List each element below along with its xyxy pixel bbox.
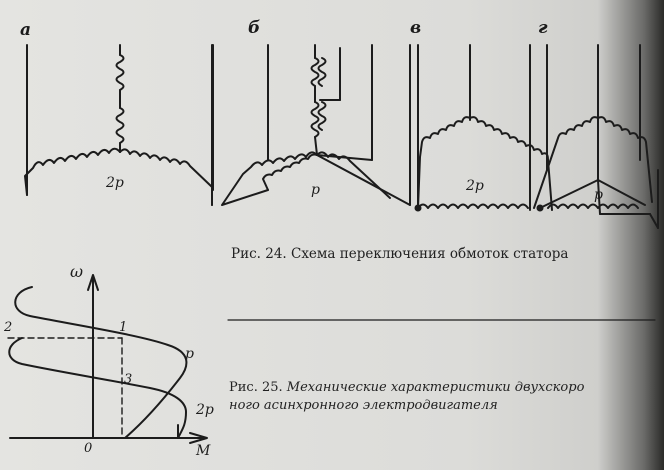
pole-label-v: 2p bbox=[466, 178, 484, 194]
figure-25-caption-text-2: ного асинхронного электродвигателя bbox=[229, 398, 498, 413]
pole-label-g: p bbox=[594, 187, 603, 203]
curve-2p bbox=[9, 338, 186, 438]
figure-25-chart bbox=[8, 275, 207, 443]
label-g: г bbox=[538, 18, 548, 38]
origin-label: 0 bbox=[84, 441, 93, 456]
label-b: б bbox=[248, 18, 261, 38]
label-a: а bbox=[20, 20, 32, 40]
curve-p bbox=[15, 287, 186, 438]
point-1-label: 1 bbox=[119, 320, 128, 335]
figure-24-caption: Рис. 24. Схема переключения обмоток статора bbox=[231, 246, 569, 262]
curve-p-label: p bbox=[185, 346, 194, 362]
pole-label-b: p bbox=[311, 182, 320, 198]
figure-25-caption-line2 bbox=[229, 398, 498, 413]
figure-25-caption-prefix: Рис. 25. bbox=[229, 380, 283, 395]
m-axis-label: M bbox=[196, 443, 211, 459]
label-v: в bbox=[410, 18, 422, 38]
curve-2p-label: 2p bbox=[196, 402, 214, 418]
figure-25-caption-text: Механические характеристики двухскоро bbox=[286, 380, 585, 395]
diagram-b-double-star bbox=[213, 45, 410, 205]
omega-axis-label: ω bbox=[70, 262, 84, 281]
pole-label-a: 2p bbox=[106, 175, 124, 191]
point-2-label: 2 bbox=[4, 320, 13, 335]
point-3-label: 3 bbox=[124, 372, 133, 387]
figure-25-caption-line1 bbox=[229, 380, 584, 395]
